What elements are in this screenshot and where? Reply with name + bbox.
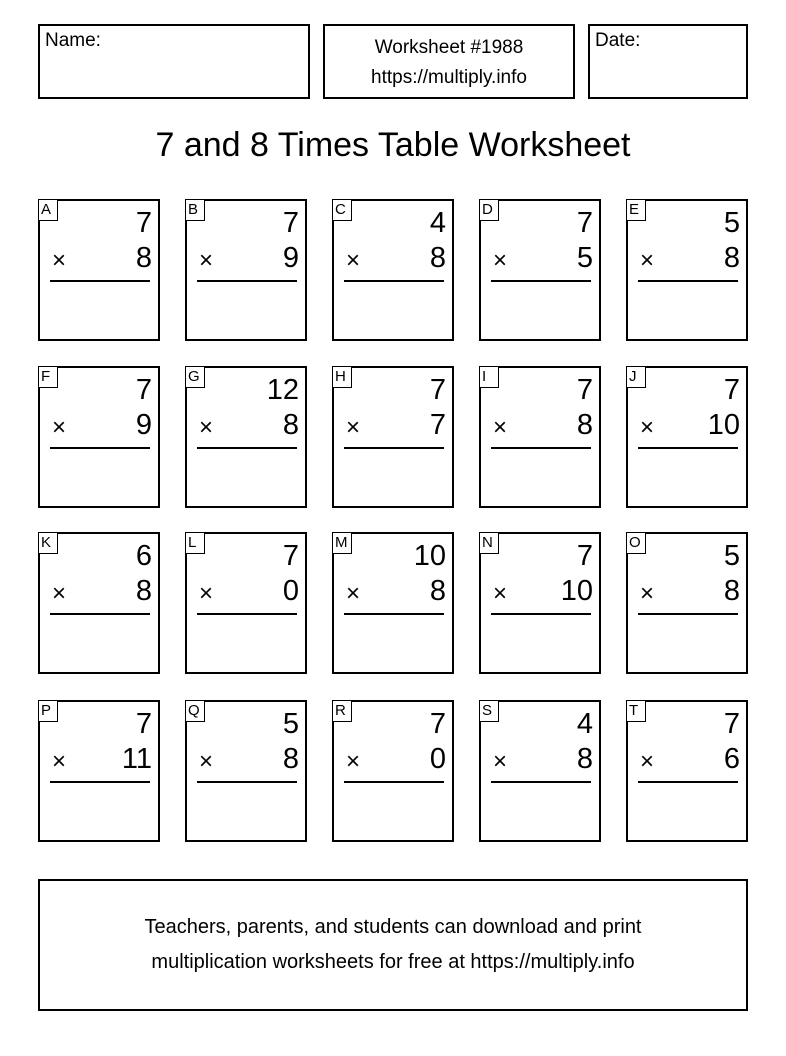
multiplier: 5	[576, 242, 593, 274]
problem-card	[38, 532, 160, 674]
problem-card	[332, 199, 454, 341]
times-sign: ×	[52, 414, 67, 441]
times-sign: ×	[346, 414, 361, 441]
multiplier: 8	[282, 409, 299, 441]
problem-letter: B	[185, 199, 205, 221]
multiplier: 8	[429, 575, 446, 607]
answer-line	[197, 613, 297, 615]
problem-letter: E	[626, 199, 646, 221]
problem-letter: P	[38, 700, 58, 722]
problem-letter: L	[185, 532, 205, 554]
multiplicand: 12	[266, 374, 299, 406]
problem-card	[38, 366, 160, 508]
times-sign: ×	[199, 247, 214, 274]
multiplicand: 7	[429, 374, 446, 406]
problem-letter: O	[626, 532, 646, 554]
problem-card	[479, 366, 601, 508]
times-sign: ×	[199, 580, 214, 607]
times-sign: ×	[640, 247, 655, 274]
footer-line-1: Teachers, parents, and students can download and print	[144, 916, 642, 938]
multiplicand: 6	[135, 540, 152, 572]
answer-line	[638, 447, 738, 449]
answer-line	[491, 781, 591, 783]
problem-card	[332, 700, 454, 842]
problem-card	[185, 532, 307, 674]
page-title: 7 and 8 Times Table Worksheet	[155, 126, 631, 164]
problem-card	[479, 700, 601, 842]
multiplicand: 7	[429, 708, 446, 740]
answer-line	[50, 781, 150, 783]
multiplier: 10	[707, 409, 740, 441]
times-sign: ×	[346, 748, 361, 775]
answer-line	[50, 613, 150, 615]
answer-line	[197, 447, 297, 449]
multiplier: 9	[282, 242, 299, 274]
problem-card	[332, 366, 454, 508]
worksheet-url: https://multiply.info	[371, 67, 527, 88]
answer-line	[638, 781, 738, 783]
times-sign: ×	[199, 748, 214, 775]
problem-letter: G	[185, 366, 205, 388]
multiplicand: 7	[282, 207, 299, 239]
multiplier: 9	[135, 409, 152, 441]
answer-line	[344, 447, 444, 449]
multiplier: 8	[282, 743, 299, 775]
times-sign: ×	[493, 247, 508, 274]
name-label: Name:	[45, 30, 101, 51]
times-sign: ×	[52, 247, 67, 274]
problem-letter: N	[479, 532, 499, 554]
multiplicand: 4	[576, 708, 593, 740]
multiplicand: 7	[576, 540, 593, 572]
problem-letter: A	[38, 199, 58, 221]
multiplier: 0	[429, 743, 446, 775]
answer-line	[638, 280, 738, 282]
answer-line	[344, 280, 444, 282]
problem-card	[185, 366, 307, 508]
problem-card	[626, 199, 748, 341]
multiplicand: 5	[723, 207, 740, 239]
multiplicand: 7	[135, 207, 152, 239]
problem-letter: S	[479, 700, 499, 722]
multiplier: 8	[429, 242, 446, 274]
answer-line	[50, 280, 150, 282]
problem-letter: D	[479, 199, 499, 221]
problem-card	[38, 199, 160, 341]
multiplicand: 7	[135, 708, 152, 740]
times-sign: ×	[640, 748, 655, 775]
problem-card	[185, 199, 307, 341]
problem-letter: R	[332, 700, 352, 722]
multiplier: 8	[135, 242, 152, 274]
times-sign: ×	[52, 580, 67, 607]
answer-line	[197, 280, 297, 282]
times-sign: ×	[640, 414, 655, 441]
problem-card	[626, 700, 748, 842]
problem-letter: I	[479, 366, 499, 388]
answer-line	[50, 447, 150, 449]
problem-card	[626, 366, 748, 508]
answer-line	[638, 613, 738, 615]
problem-letter: K	[38, 532, 58, 554]
answer-line	[344, 613, 444, 615]
times-sign: ×	[640, 580, 655, 607]
problem-letter: H	[332, 366, 352, 388]
multiplier: 8	[576, 743, 593, 775]
multiplier: 8	[723, 575, 740, 607]
footer-note	[38, 879, 748, 1011]
problem-letter: C	[332, 199, 352, 221]
times-sign: ×	[52, 748, 67, 775]
multiplicand: 7	[723, 374, 740, 406]
problem-letter: F	[38, 366, 58, 388]
problem-card	[479, 199, 601, 341]
times-sign: ×	[493, 748, 508, 775]
multiplier: 0	[282, 575, 299, 607]
problem-card	[626, 532, 748, 674]
multiplier: 8	[135, 575, 152, 607]
multiplier: 10	[560, 575, 593, 607]
problem-card	[38, 700, 160, 842]
multiplicand: 5	[723, 540, 740, 572]
answer-line	[491, 280, 591, 282]
times-sign: ×	[493, 580, 508, 607]
multiplier: 7	[429, 409, 446, 441]
problem-card	[185, 700, 307, 842]
footer-line-2: multiplication worksheets for free at https://multiply.info	[151, 951, 635, 973]
multiplier: 8	[576, 409, 593, 441]
multiplicand: 5	[282, 708, 299, 740]
answer-line	[491, 613, 591, 615]
answer-line	[344, 781, 444, 783]
times-sign: ×	[199, 414, 214, 441]
multiplicand: 10	[413, 540, 446, 572]
worksheet-number: Worksheet #1988	[374, 37, 524, 58]
problem-card	[332, 532, 454, 674]
multiplier: 11	[121, 743, 152, 775]
times-sign: ×	[346, 580, 361, 607]
times-sign: ×	[346, 247, 361, 274]
answer-line	[491, 447, 591, 449]
multiplier: 6	[723, 743, 740, 775]
answer-line	[197, 781, 297, 783]
problem-letter: T	[626, 700, 646, 722]
multiplicand: 7	[576, 207, 593, 239]
multiplier: 8	[723, 242, 740, 274]
problem-letter: Q	[185, 700, 205, 722]
problem-letter: J	[626, 366, 646, 388]
problem-letter: M	[332, 532, 352, 554]
problem-card	[479, 532, 601, 674]
multiplicand: 7	[135, 374, 152, 406]
multiplicand: 7	[723, 708, 740, 740]
multiplicand: 7	[576, 374, 593, 406]
times-sign: ×	[493, 414, 508, 441]
multiplicand: 4	[429, 207, 446, 239]
date-label: Date:	[595, 30, 641, 51]
multiplicand: 7	[282, 540, 299, 572]
